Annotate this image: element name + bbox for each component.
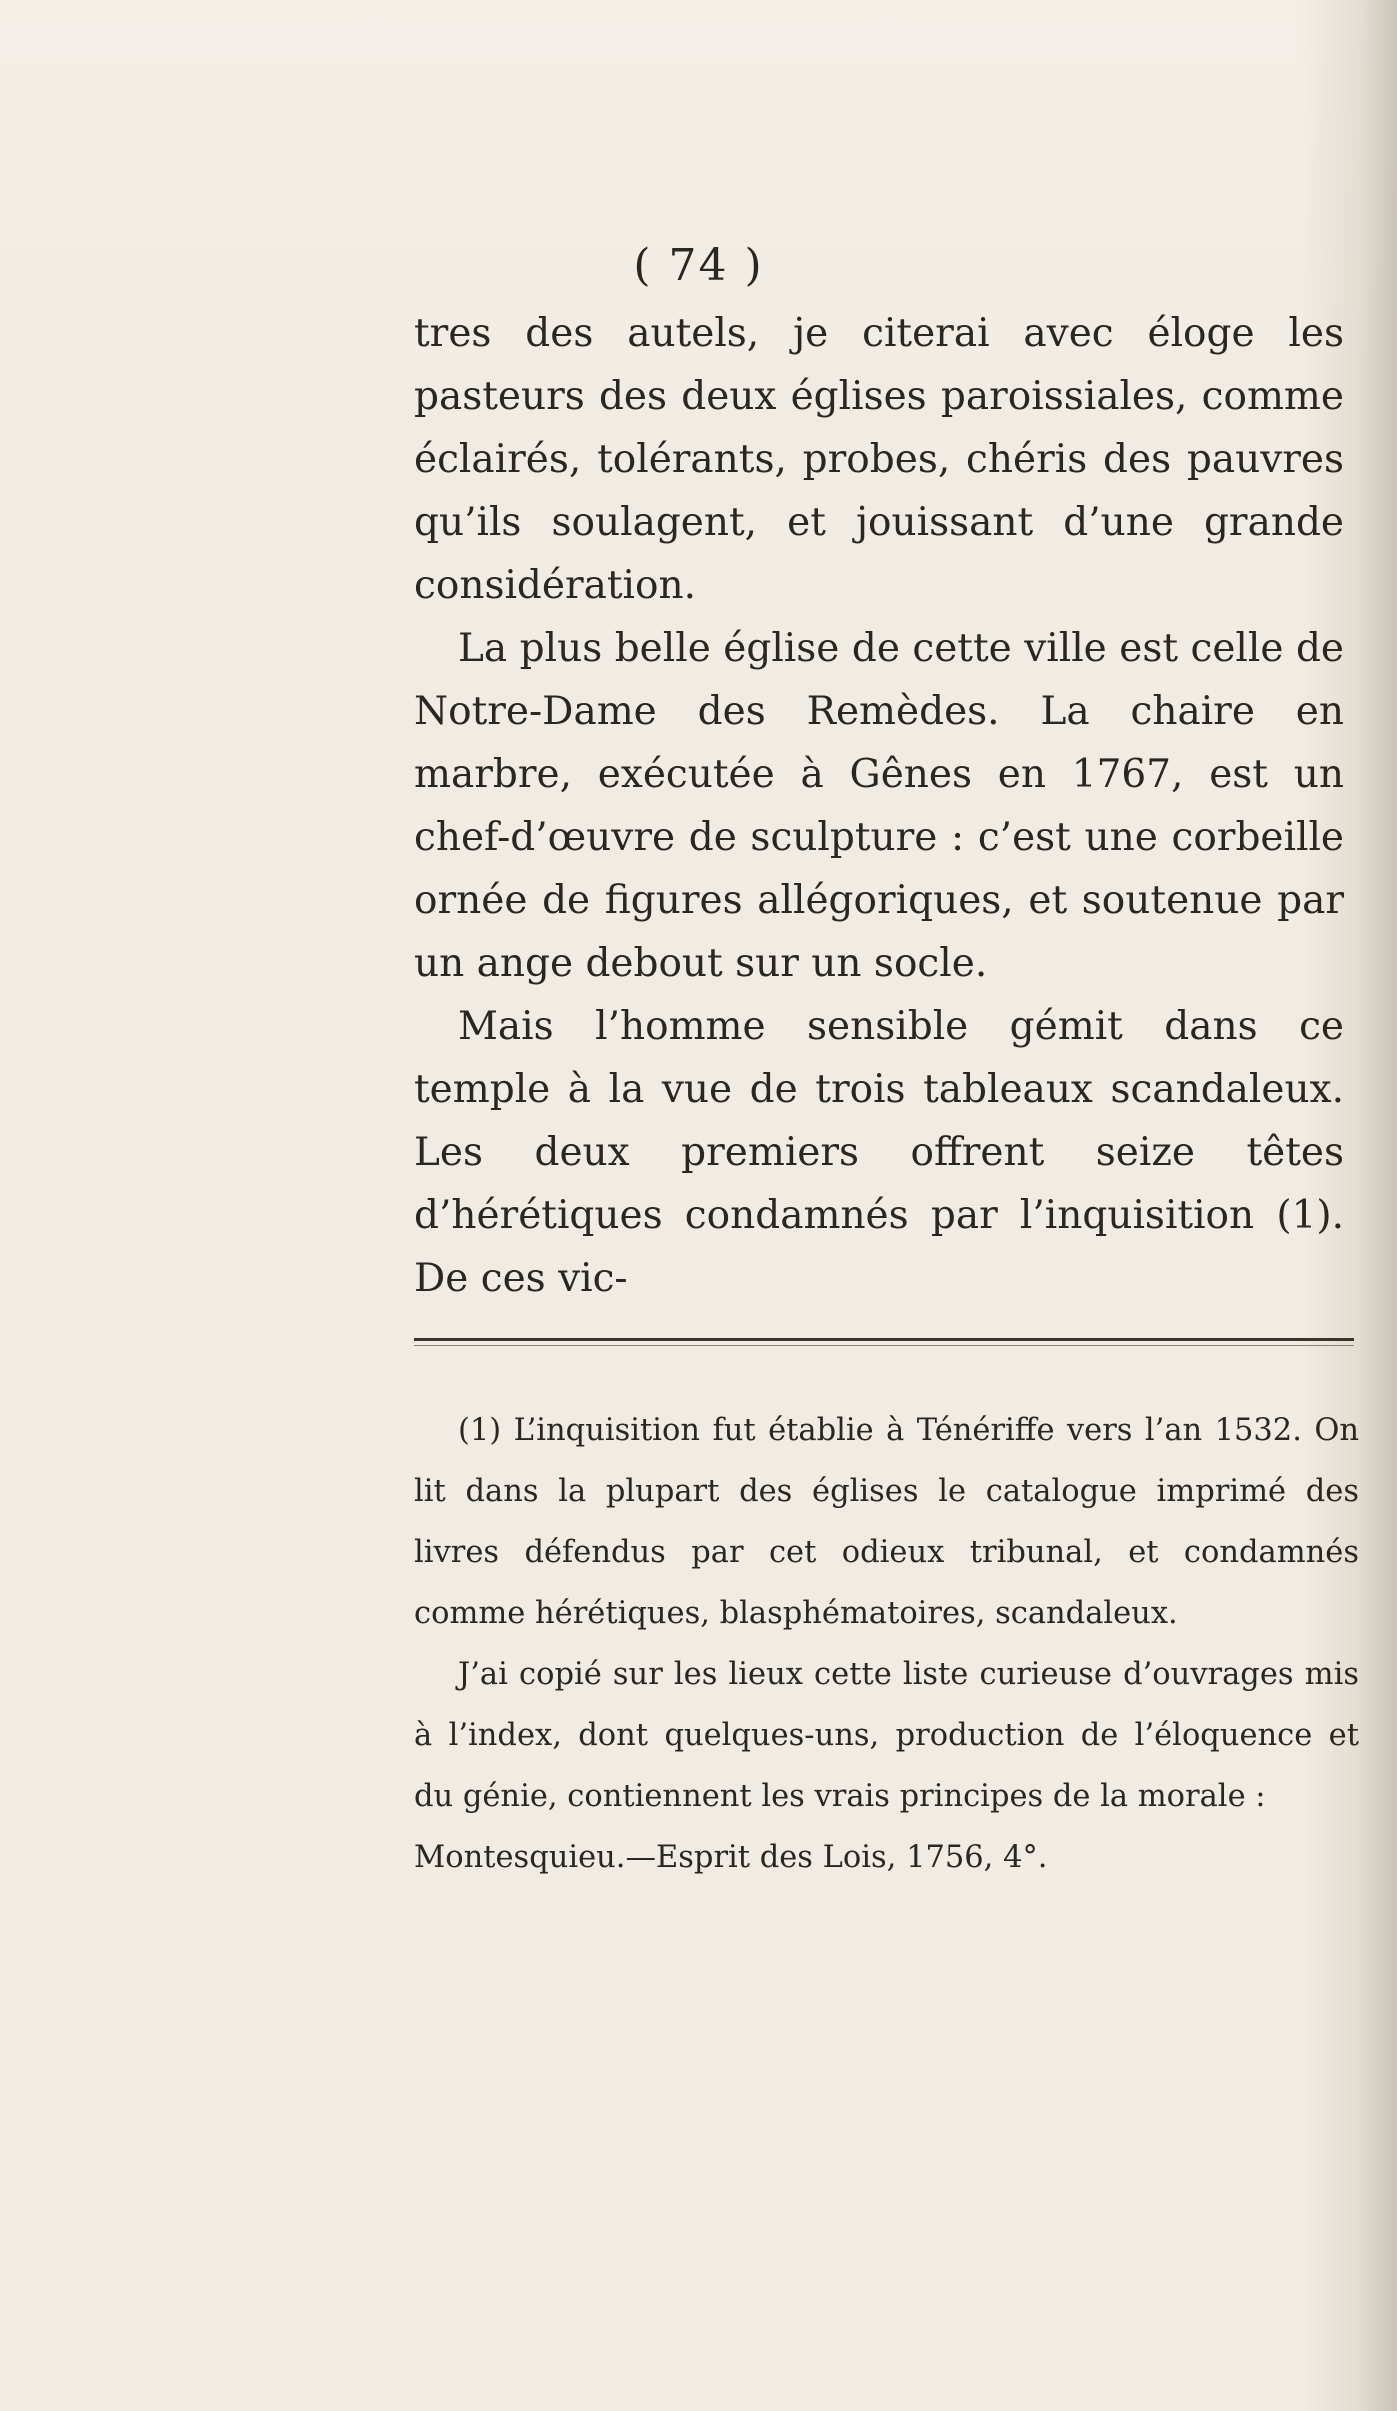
paragraph-3: Mais l’homme sensible gémit dans ce temple à la vue de trois tableaux scandaleux. Les deux premiers offrent seize têtes d’hérétiques condamnés par l’inquisition (1). De ces vic-: [414, 1004, 1344, 1301]
footnote-entry: Montesquieu.—Esprit des Lois, 1756, 4°.: [414, 1840, 1048, 1875]
paragraph-2: La plus belle église de cette ville est celle de Notre-Dame des Remèdes. La chaire en marbre, exécutée à Gênes en 1767, est un chef-d’œuvre de sculpture : c’est une corbeille ornée de figures allégoriques, et soutenue par un ange debout sur un socle.: [414, 626, 1344, 986]
main-text: [414, 302, 1344, 1310]
footnotes: [414, 1400, 1359, 1888]
page-number: ( 74 ): [633, 240, 764, 291]
paragraph-1: tres des autels, je citerai avec éloge les pasteurs des deux églises paroissiales, comme éclairés, tolérants, probes, chéris des pauvres qu’ils soulagent, et jouissant d’une grande considération.: [414, 311, 1344, 608]
footnote-divider-thin: [414, 1345, 1354, 1346]
footnote-divider: [414, 1338, 1354, 1341]
footnote-paragraph-2: J’ai copié sur les lieux cette liste curieuse d’ouvrages mis à l’index, dont quelques-uns, production de l’éloquence et du génie, contiennent les vrais principes de la morale :: [414, 1657, 1359, 1814]
footnote-1: (1) L’inquisition fut établie à Ténériffe vers l’an 1532. On lit dans la plupart des églises le catalogue imprimé des livres défendus par cet odieux tribunal, et condamnés comme hérétiques, blasphématoires, scandaleux.: [414, 1413, 1359, 1631]
